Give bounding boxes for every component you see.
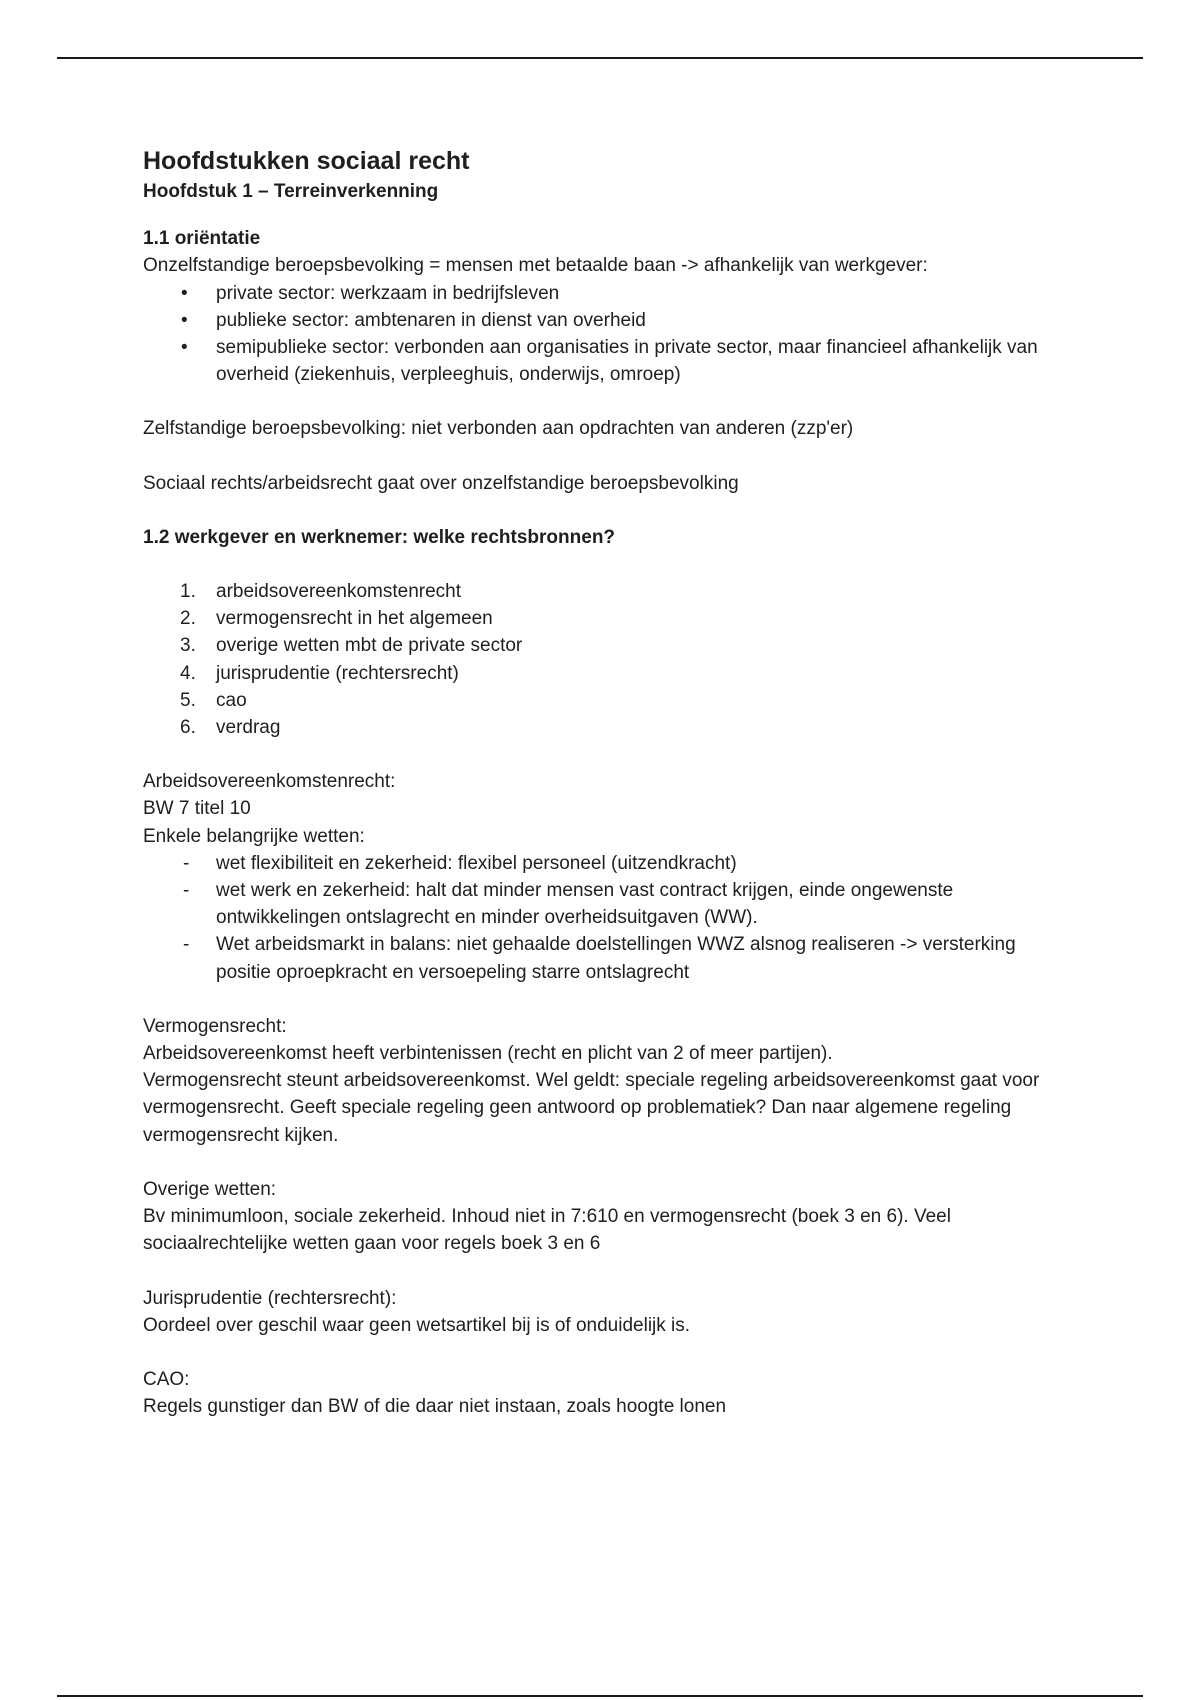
- list-item: - wet werk en zekerheid: halt dat minder mensen vast contract krijgen, einde ongewenste ontwikkelingen ontslagrecht en minder overheidsuitgaven (WW).: [143, 877, 1063, 931]
- list-item: 2. vermogensrecht in het algemeen: [180, 608, 493, 630]
- paragraph: Arbeidsovereenkomst heeft verbintenissen (recht en plicht van 2 of meer partijen).: [143, 1043, 833, 1065]
- list-item: - Wet arbeidsmarkt in balans: niet gehaalde doelstellingen WWZ alsnog realiseren -> versterking positie oproepkracht en versoepeling starre ontslagrecht: [143, 931, 1063, 985]
- paragraph-label: Arbeidsovereenkomstenrecht:: [143, 771, 396, 793]
- list-item: • semipublieke sector: verbonden aan organisaties in private sector, maar financieel afhankelijk van overheid (ziekenhuis, verpleeghuis, onderwijs, omroep): [143, 334, 1063, 388]
- paragraph-label: Jurisprudentie (rechtersrecht):: [143, 1287, 397, 1309]
- bullet-icon: •: [181, 337, 188, 359]
- list-item: - wet flexibiliteit en zekerheid: flexibel personeel (uitzendkracht): [143, 850, 1063, 877]
- paragraph: Vermogensrecht steunt arbeidsovereenkomst. Wel geldt: speciale regeling arbeidsovereenkomst gaat voor vermogensrecht. Geeft speciale regeling geen antwoord op problematiek? Dan naar algemene regeling vermogensrecht kijken.: [143, 1070, 1040, 1146]
- paragraph: Zelfstandige beroepsbevolking: niet verbonden aan opdrachten van anderen (zzp'er): [143, 418, 854, 440]
- bullet-icon: •: [181, 309, 188, 331]
- list-item: 6. verdrag: [180, 717, 281, 739]
- header-rule: [57, 57, 1143, 59]
- document-body: [143, 144, 1063, 1420]
- paragraph: Oordeel over geschil waar geen wetsartikel bij is of onduidelijk is.: [143, 1314, 691, 1336]
- section-heading-1-2: 1.2 werkgever en werknemer: welke rechtsbronnen?: [143, 526, 616, 548]
- paragraph-label: CAO:: [143, 1368, 190, 1390]
- paragraph: Sociaal rechts/arbeidsrecht gaat over onzelfstandige beroepsbevolking: [143, 472, 739, 494]
- list-item: 5. cao: [180, 689, 247, 711]
- bullet-list: [143, 280, 1063, 389]
- paragraph: BW 7 titel 10: [143, 798, 251, 820]
- dash-icon: -: [183, 852, 190, 874]
- dash-icon: -: [183, 880, 190, 902]
- paragraph-label: Vermogensrecht:: [143, 1015, 287, 1037]
- section-heading-1-1: 1.1 oriëntatie: [143, 228, 261, 250]
- footer-rule: [57, 1695, 1143, 1697]
- dash-list: [143, 850, 1063, 986]
- paragraph: Onzelfstandige beroepsbevolking = mensen met betaalde baan -> afhankelijk van werkgever:: [143, 255, 928, 277]
- paragraph-label: Overige wetten:: [143, 1178, 277, 1200]
- paragraph: Enkele belangrijke wetten:: [143, 825, 365, 847]
- list-item: 4. jurisprudentie (rechtersrecht): [180, 662, 459, 684]
- list-item: 3. overige wetten mbt de private sector: [180, 635, 523, 657]
- bullet-icon: •: [181, 282, 188, 304]
- list-item: • private sector: werkzaam in bedrijfsleven: [143, 280, 1063, 307]
- chapter-heading: Hoofdstuk 1 – Terreinverkenning: [143, 181, 439, 202]
- document-title: Hoofdstukken sociaal recht: [143, 147, 470, 175]
- paragraph: Bv minimumloon, sociale zekerheid. Inhoud niet in 7:610 en vermogensrecht (boek 3 en 6). Veel sociaalrechtelijke wetten gaan voor regels boek 3 en 6: [143, 1206, 951, 1255]
- dash-icon: -: [183, 934, 190, 956]
- paragraph: Regels gunstiger dan BW of die daar niet instaan, zoals hoogte lonen: [143, 1396, 727, 1418]
- list-item: 1. arbeidsovereenkomstenrecht: [180, 581, 462, 603]
- numbered-list: [143, 578, 1063, 741]
- list-item: • publieke sector: ambtenaren in dienst van overheid: [143, 307, 1063, 334]
